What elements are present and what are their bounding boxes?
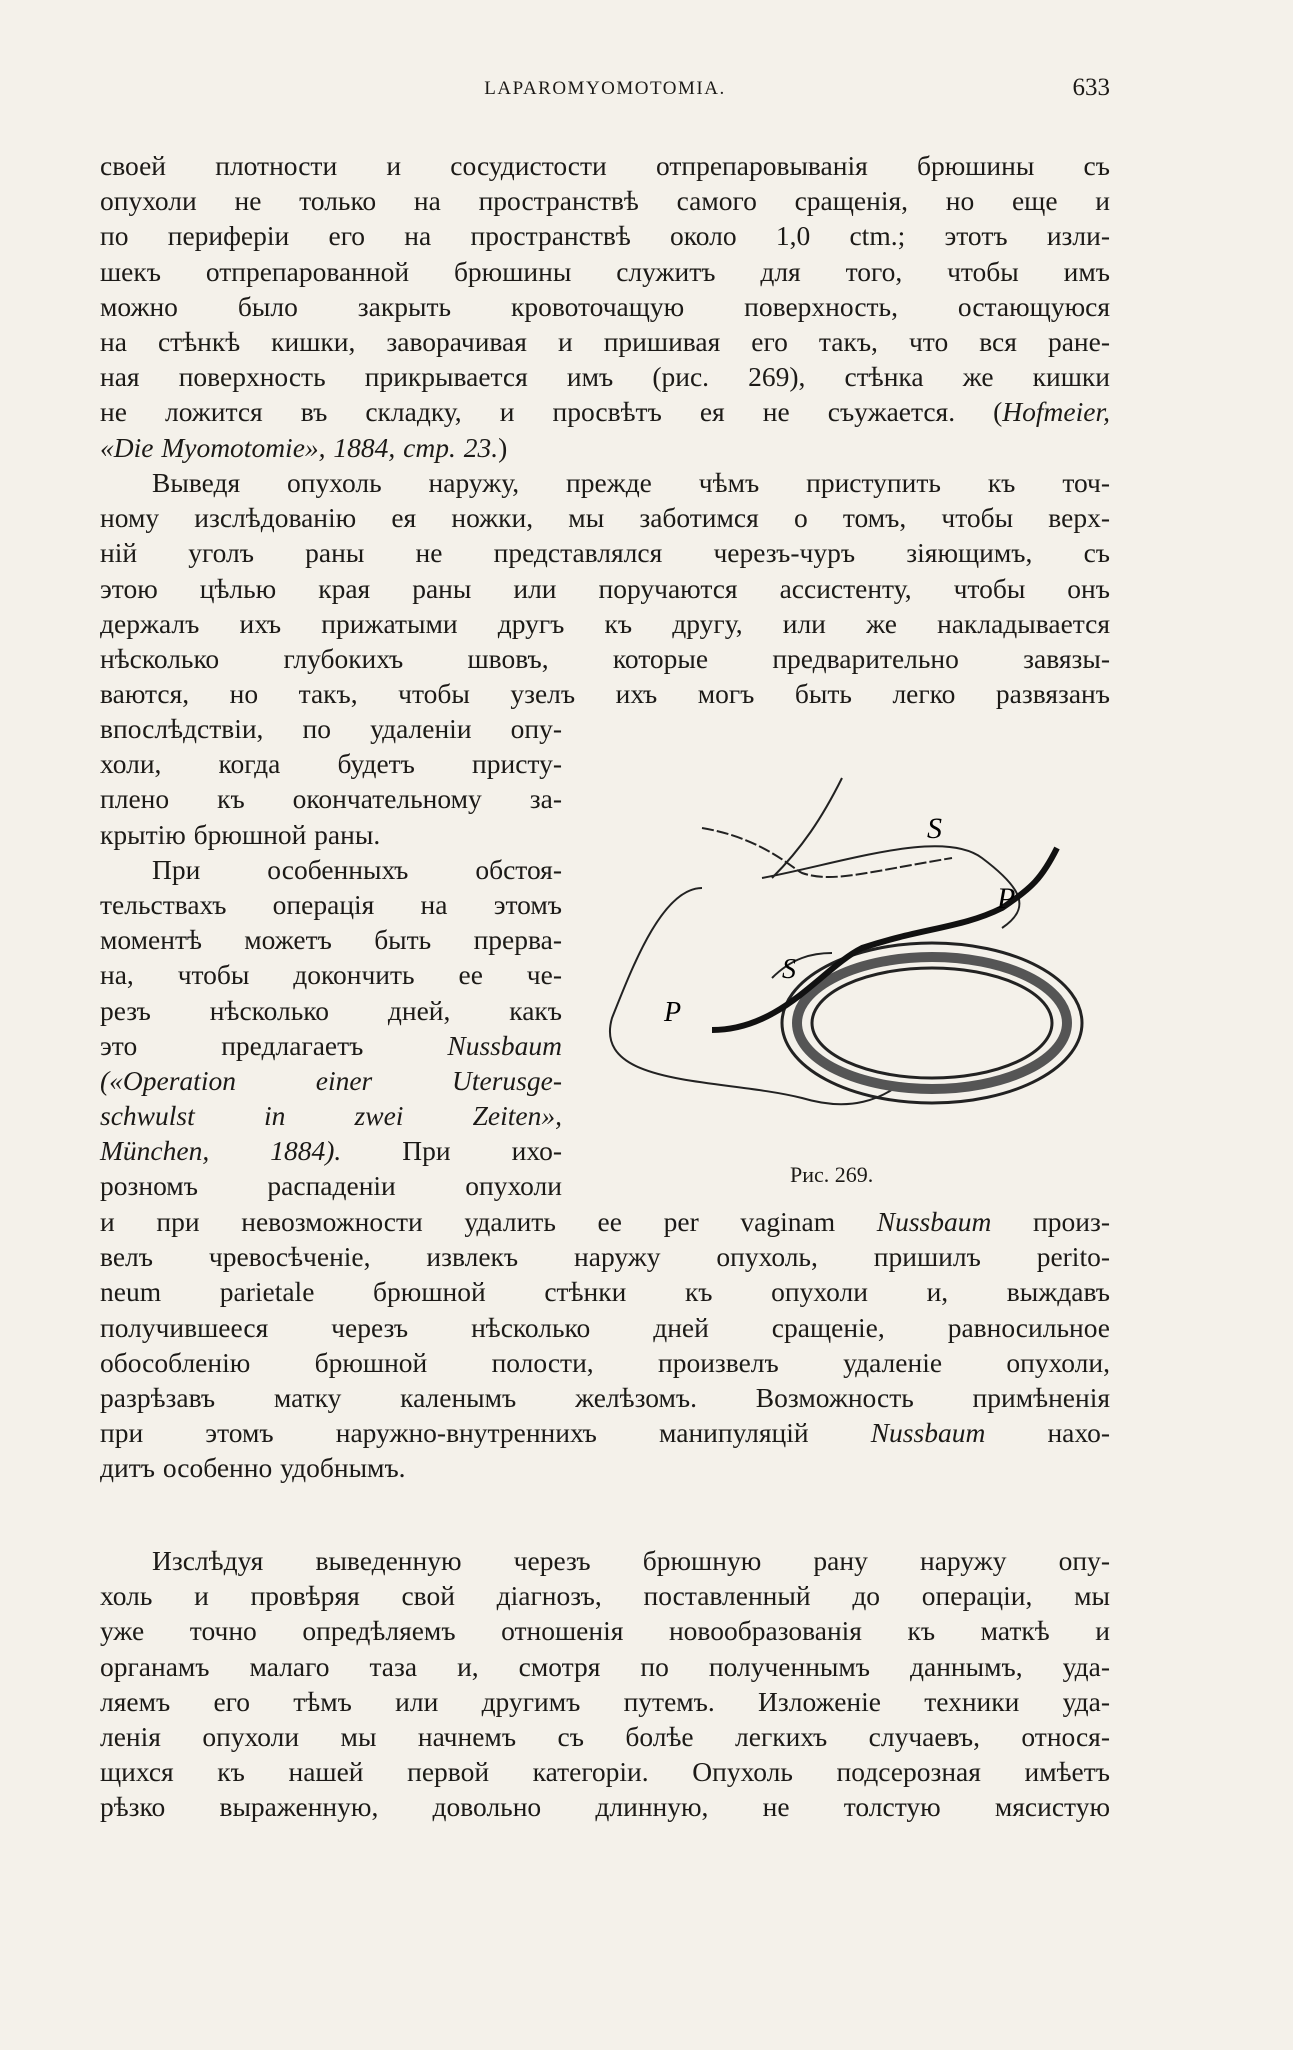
text-line: по периферіи его на пространствѣ около 1,0 ctm.; этотъ изли- bbox=[100, 220, 1110, 252]
intestine-lumen bbox=[812, 968, 1052, 1078]
text-segment: это предлагаетъ bbox=[100, 1029, 448, 1061]
label-p-left: P bbox=[664, 997, 682, 1028]
text-line bbox=[100, 1204, 1110, 1239]
label-s-top: S bbox=[927, 812, 942, 845]
paragraph-2 bbox=[100, 465, 1110, 711]
text-line: Выведя опухоль наружу, прежде чѣмъ приступить къ точ- bbox=[152, 467, 1110, 498]
text-line: резъ нѣсколько дней, какъ bbox=[100, 994, 562, 1026]
text-line: neum parietale брюшной стѣнки къ опухоли и, выждавъ bbox=[100, 1276, 1110, 1308]
text-line: этою цѣлью края раны или поручаются ассистенту, чтобы онъ bbox=[100, 572, 1110, 604]
text-line bbox=[100, 1063, 562, 1098]
text-line: шекъ отпрепарованной брюшины служитъ для того, чтобы имъ bbox=[100, 255, 1110, 287]
paragraph-1 bbox=[100, 148, 1110, 465]
figure-269 bbox=[602, 768, 1102, 1168]
text-line: опухоли не только на пространствѣ самого сращенія, но еще и bbox=[100, 185, 1110, 217]
paragraph-2-continued bbox=[100, 711, 562, 1204]
author-name-nussbaum: Nussbaum bbox=[870, 1417, 986, 1449]
citation: «Die Myomotomie», 1884, стр. 23. bbox=[100, 431, 499, 463]
text-line: можно было закрыть кровоточащую поверхность, остающуюся bbox=[100, 290, 1110, 322]
citation: («Operation einer Uterusge- bbox=[100, 1064, 562, 1096]
page-header bbox=[100, 74, 1110, 118]
text-line: обособленію брюшной полости, произвелъ удаленіе опухоли, bbox=[100, 1346, 1110, 1378]
text-line: ному изслѣдованію ея ножки, мы заботимся о томъ, чтобы верх- bbox=[100, 502, 1110, 534]
text-line: на, чтобы докончить ее че- bbox=[100, 959, 562, 991]
text-line bbox=[100, 394, 1110, 429]
text-line: впослѣдствіи, по удаленіи опу- bbox=[100, 713, 562, 744]
author-name-hofmeier: Hofmeier, bbox=[1002, 396, 1110, 428]
text-line: ваются, но такъ, чтобы узелъ ихъ могъ быть легко развязанъ bbox=[100, 678, 1110, 710]
text-line: дитъ особенно удобнымъ. bbox=[100, 1452, 406, 1484]
text-line: плено къ окончательному за- bbox=[100, 783, 562, 815]
text-line bbox=[100, 1415, 1110, 1450]
text-segment: и при невозможности удалить ее per vaginam bbox=[100, 1206, 877, 1237]
text-line: крытію брюшной раны. bbox=[100, 818, 381, 850]
text-line: щихся къ нашей первой категоріи. Опухоль подсерозная имѣетъ bbox=[100, 1756, 1110, 1788]
text-line: ляемъ его тѣмъ или другимъ путемъ. Изложеніе техники уда- bbox=[100, 1685, 1110, 1717]
thread-cross-2 bbox=[702, 828, 952, 877]
text-line bbox=[100, 1028, 562, 1063]
text-line bbox=[100, 1098, 562, 1133]
text-line: держалъ ихъ прижатыми другъ къ другу, или же накладывается bbox=[100, 607, 1110, 639]
text-line: ная поверхность прикрывается имъ (рис. 269), стѣнка же кишки bbox=[100, 361, 1110, 393]
text-segment: не ложится въ складку, и просвѣтъ ея не съужается. ( bbox=[100, 396, 1003, 428]
text-line: При особенныхъ обстоя- bbox=[152, 853, 562, 885]
text-line: органамъ малаго таза и, смотря по полученнымъ даннымъ, уда- bbox=[100, 1650, 1110, 1682]
citation: München, 1884). bbox=[100, 1135, 342, 1167]
text-line: ленія опухоли мы начнемъ съ болѣе легкихъ случаевъ, относя- bbox=[100, 1720, 1110, 1752]
text-line: холи, когда будетъ присту- bbox=[100, 748, 562, 780]
text-line: получившееся черезъ нѣсколько дней сращеніе, равносильное bbox=[100, 1311, 1110, 1343]
citation: schwulst in zwei Zeiten», bbox=[100, 1100, 562, 1132]
text-line: своей плотности и сосудистости отпрепаровыванія брюшины съ bbox=[100, 150, 1110, 181]
text-line: ній уголъ раны не представлялся черезъ-чуръ зіяющимъ, съ bbox=[100, 537, 1110, 569]
text-segment: При ихо- bbox=[341, 1135, 562, 1167]
text-line: холь и провѣряя свой діагнозъ, поставленный до операціи, мы bbox=[100, 1580, 1110, 1612]
paragraph-3-continued bbox=[100, 1204, 1110, 1486]
text-line: тельствахъ операція на этомъ bbox=[100, 888, 562, 920]
text-segment: при этомъ наружно-внутреннихъ манипуляцій bbox=[100, 1417, 871, 1449]
text-line: моментѣ можетъ быть прерва- bbox=[100, 924, 562, 956]
text-line: нѣсколько глубокихъ швовъ, которые предварительно завязы- bbox=[100, 642, 1110, 674]
author-name-nussbaum: Nussbaum bbox=[447, 1029, 562, 1061]
figure-caption: Рис. 269. bbox=[790, 1162, 874, 1187]
text-segment: ) bbox=[498, 431, 508, 463]
text-line bbox=[100, 1133, 562, 1168]
suture-illustration bbox=[602, 768, 1102, 1168]
text-line bbox=[100, 430, 1110, 465]
text-line: уже точно опредѣляемъ отношенія новообразованія къ маткѣ и bbox=[100, 1615, 1110, 1647]
text-line: рѣзко выраженную, довольно длинную, не толстую мясистую bbox=[100, 1791, 1110, 1823]
paragraph-4 bbox=[100, 1543, 1110, 1825]
text-line: розномъ распаденіи опухоли bbox=[100, 1170, 562, 1202]
text-line: разрѣзавъ матку каленымъ желѣзомъ. Возможность примѣненія bbox=[100, 1381, 1110, 1413]
label-s-left: S bbox=[782, 954, 796, 985]
text-line: Изслѣдуя выведенную черезъ брюшную рану наружу опу- bbox=[152, 1545, 1110, 1576]
running-title: LAPAROMYOMOTOMIA. bbox=[484, 78, 726, 99]
label-p-right: P bbox=[997, 882, 1016, 915]
author-name-nussbaum: Nussbaum bbox=[876, 1206, 992, 1237]
text-segment: произ- bbox=[991, 1206, 1110, 1237]
page-number: 633 bbox=[1072, 74, 1110, 101]
text-line: велъ чревосѣченіе, извлекъ наружу опухоль, пришилъ perito- bbox=[100, 1241, 1110, 1273]
text-line: на стѣнкѣ кишки, заворачивая и пришивая его такъ, что вся ране- bbox=[100, 325, 1110, 357]
text-segment: нахо- bbox=[985, 1417, 1110, 1449]
